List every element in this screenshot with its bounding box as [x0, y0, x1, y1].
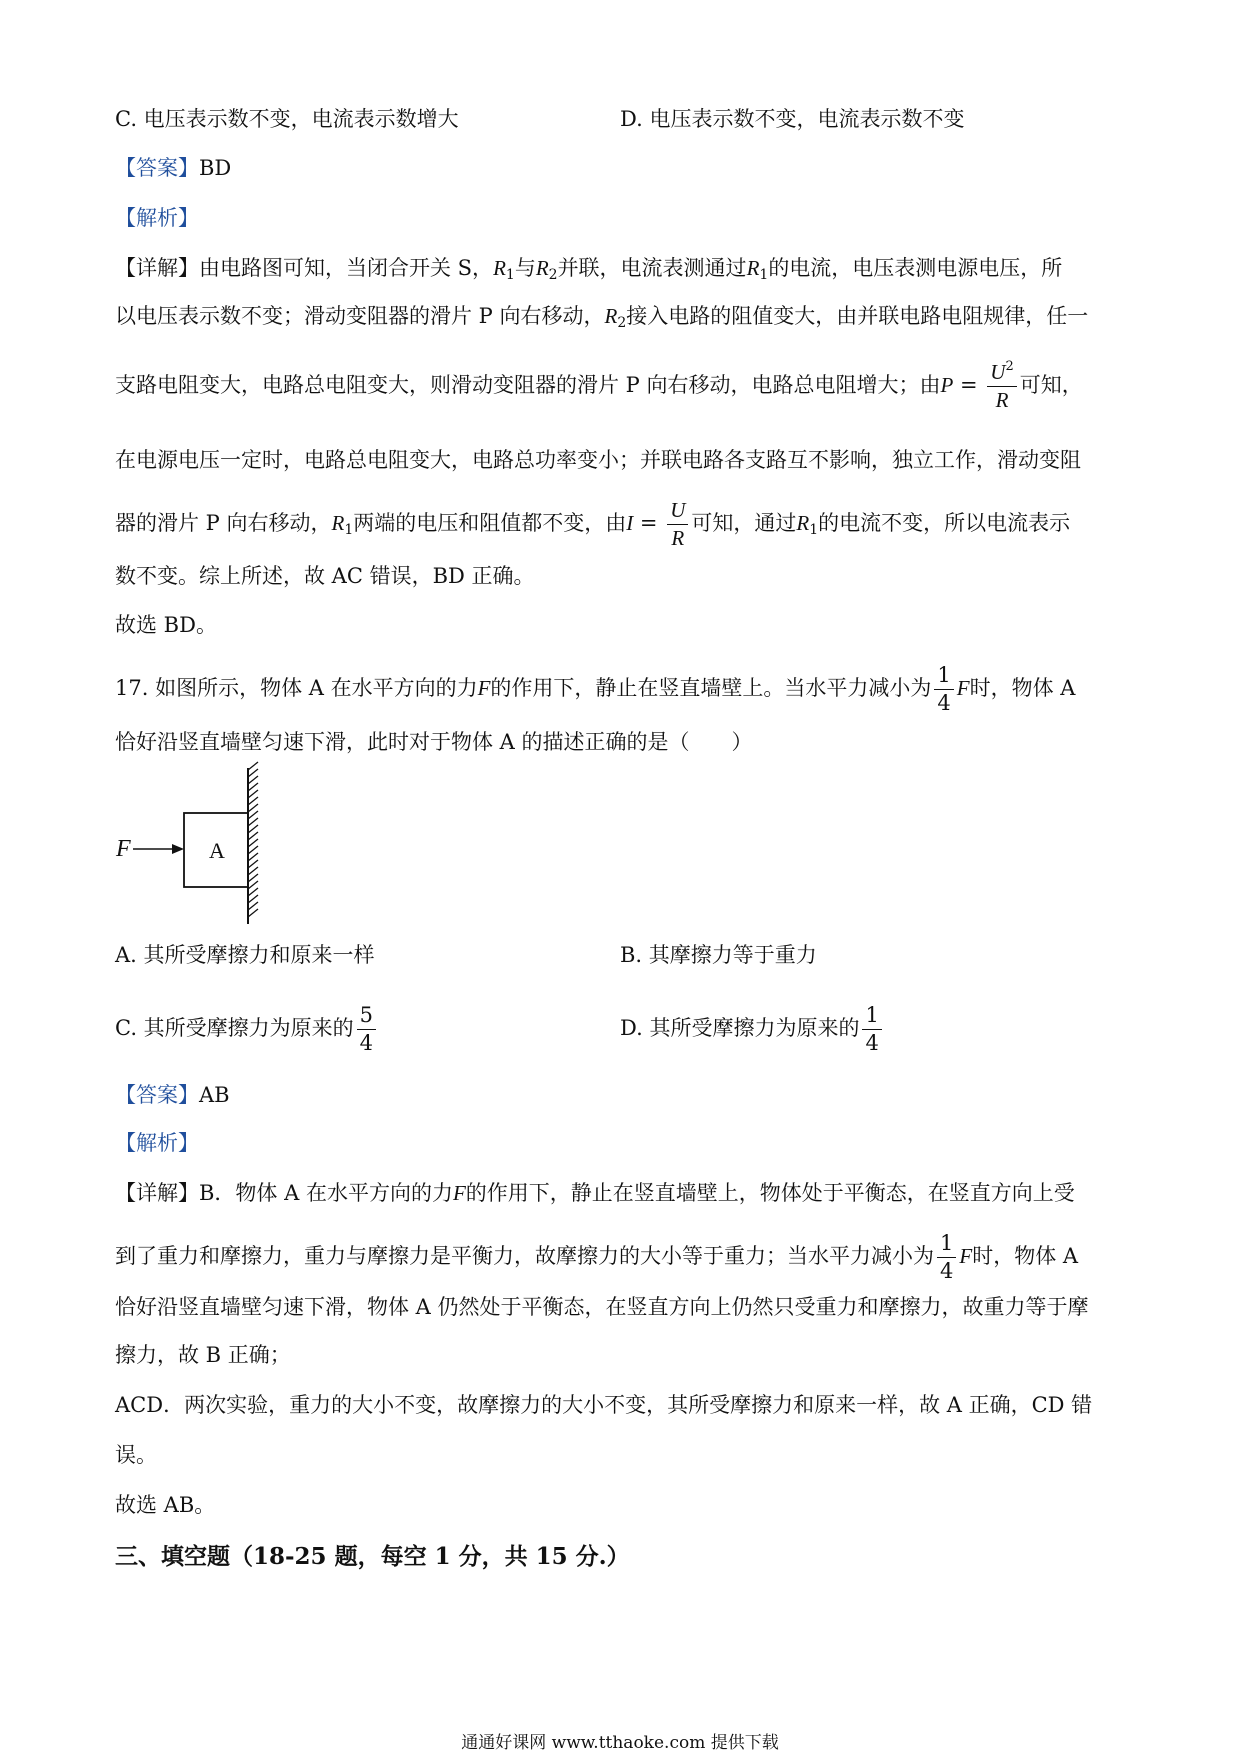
quarter-fraction: $\frac{1}{4}$ [934, 665, 953, 714]
hatch-line [248, 874, 258, 882]
hatch-line [248, 762, 258, 770]
ohm-formula-fraction: $\frac{U}{R}$ [667, 500, 688, 549]
q16-answer [115, 153, 1125, 183]
q17-detail-line-7: 故选 AB。 [115, 1493, 216, 1517]
q16-analysis-tag: 【解析】 [115, 206, 199, 230]
hatch-line [248, 888, 258, 896]
hatch-line [248, 832, 258, 840]
force-arrow-head [172, 844, 184, 854]
q17-option-b: B. 其摩擦力等于重力 [620, 943, 817, 967]
q17-stem-line-2: 恰好沿竖直墙壁匀速下滑，此时对于物体 A 的描述正确的是（ ） [115, 730, 753, 754]
q17-option-d: D. 其所受摩擦力为原来的 $\frac{1}{4}$ [620, 1005, 885, 1054]
quarter-fraction: $\frac{1}{4}$ [862, 1005, 881, 1054]
answer-value: BD [199, 156, 232, 180]
answer-tag: 【答案】 [115, 156, 199, 180]
q17-detail-line-6: 误。 [115, 1443, 157, 1467]
hatch-line [248, 853, 258, 861]
quarter-fraction: $\frac{1}{4}$ [937, 1233, 956, 1282]
q16-detail-line-7: 故选 BD。 [115, 613, 217, 637]
hatch-line [248, 818, 258, 826]
force-diagram [112, 760, 282, 930]
q17-detail-line-2: 到了重力和摩擦力，重力与摩擦力是平衡力，故摩擦力的大小等于重力；当水平力减小为 $\frac{1}{4}$ F时，物体 A [115, 1231, 1079, 1283]
q17-detail-line-5: ACD．两次实验，重力的大小不变，故摩擦力的大小不变，其所受摩擦力和原来一样，故 A 正确，CD 错 [115, 1393, 1093, 1417]
q17-detail-line-4: 擦力，故 B 正确； [115, 1343, 291, 1367]
hatch-line [248, 790, 258, 798]
hatch-line [248, 846, 258, 854]
hatch-line [248, 867, 258, 875]
q17-option-c: C. 其所受摩擦力为原来的 $\frac{5}{4}$ [115, 1005, 379, 1054]
q16-detail-line-6: 数不变。综上所述，故 AC 错误，BD 正确。 [115, 564, 535, 588]
q17-answer: 【答案】AB [115, 1083, 230, 1107]
q17-detail-line-1: 【详解】B．物体 A 在水平方向的力F的作用下，静止在竖直墙壁上，物体处于平衡态，在竖直方向上受 [115, 1181, 1075, 1205]
block-a-label: A [209, 838, 225, 863]
q16-detail-line-5: 器的滑片 P 向右移动，$R_1$两端的电压和阻值都不变，由I = $\frac{U}{R}$ 可知，通过$R_1$的电流不变，所以电流表示 [115, 498, 1071, 550]
five-quarters-fraction: $\frac{5}{4}$ [357, 1005, 376, 1054]
hatch-line [248, 797, 258, 805]
hatch-line [248, 804, 258, 812]
figure-force-label: F [116, 836, 131, 862]
q16-option-c: C. 电压表示数不变，电流表示数增大 [115, 107, 459, 131]
hatch-line [248, 769, 258, 777]
hatch-line [248, 825, 258, 833]
hatch-line [248, 860, 258, 868]
hatch-line [248, 811, 258, 819]
hatch-line [248, 839, 258, 847]
hatch-line [248, 902, 258, 910]
hatch-line [248, 909, 258, 917]
q16-detail-line-2: 以电压表示数不变；滑动变阻器的滑片 P 向右移动，$R_2$接入电路的阻值变大，由并联电路电阻规律，任一 [115, 304, 1089, 331]
q17-analysis-tag: 【解析】 [115, 1131, 199, 1155]
q17-option-a: A. 其所受摩擦力和原来一样 [115, 943, 375, 967]
q16-option-d: D. 电压表示数不变，电流表示数不变 [620, 107, 965, 131]
footer-watermark: 通通好课网 www.tthaoke.com 提供下载 [461, 1733, 779, 1753]
section-heading: 三、填空题（18-25 题，每空 1 分，共 15 分.） [115, 1543, 630, 1570]
q16-detail-line-4: 在电源电压一定时，电路总电阻变大，电路总功率变小；并联电路各支路互不影响，独立工作，滑动变阻 [115, 448, 1081, 472]
hatch-line [248, 881, 258, 889]
q17-detail-line-3: 恰好沿竖直墙壁匀速下滑，物体 A 仍然处于平衡态，在竖直方向上仍然只受重力和摩擦力，故重力等于摩 [115, 1295, 1089, 1319]
wall-hatching [248, 762, 258, 917]
power-formula-fraction: $\frac{U^2}{R}$ [987, 362, 1016, 411]
q17-stem-line-1: 17. 如图所示，物体 A 在水平方向的力F的作用下，静止在竖直墙壁上。当水平力减小为 $\frac{1}{4}$ F时，物体 A [115, 663, 1076, 715]
q16-detail-line-3: 支路电阻变大，电路总电阻变大，则滑动变阻器的滑片 P 向右移动，电路总电阻增大；由P = $\frac{U^2}{R}$ 可知， [115, 359, 1083, 412]
q16-detail-line-1: 【详解】由电路图可知，当闭合开关 S，$R_1$与$R_2$并联，电流表测通过$R_1$的电流，电压表测电源电压，所 [115, 256, 1063, 283]
hatch-line [248, 895, 258, 903]
hatch-line [248, 783, 258, 791]
hatch-line [248, 776, 258, 784]
